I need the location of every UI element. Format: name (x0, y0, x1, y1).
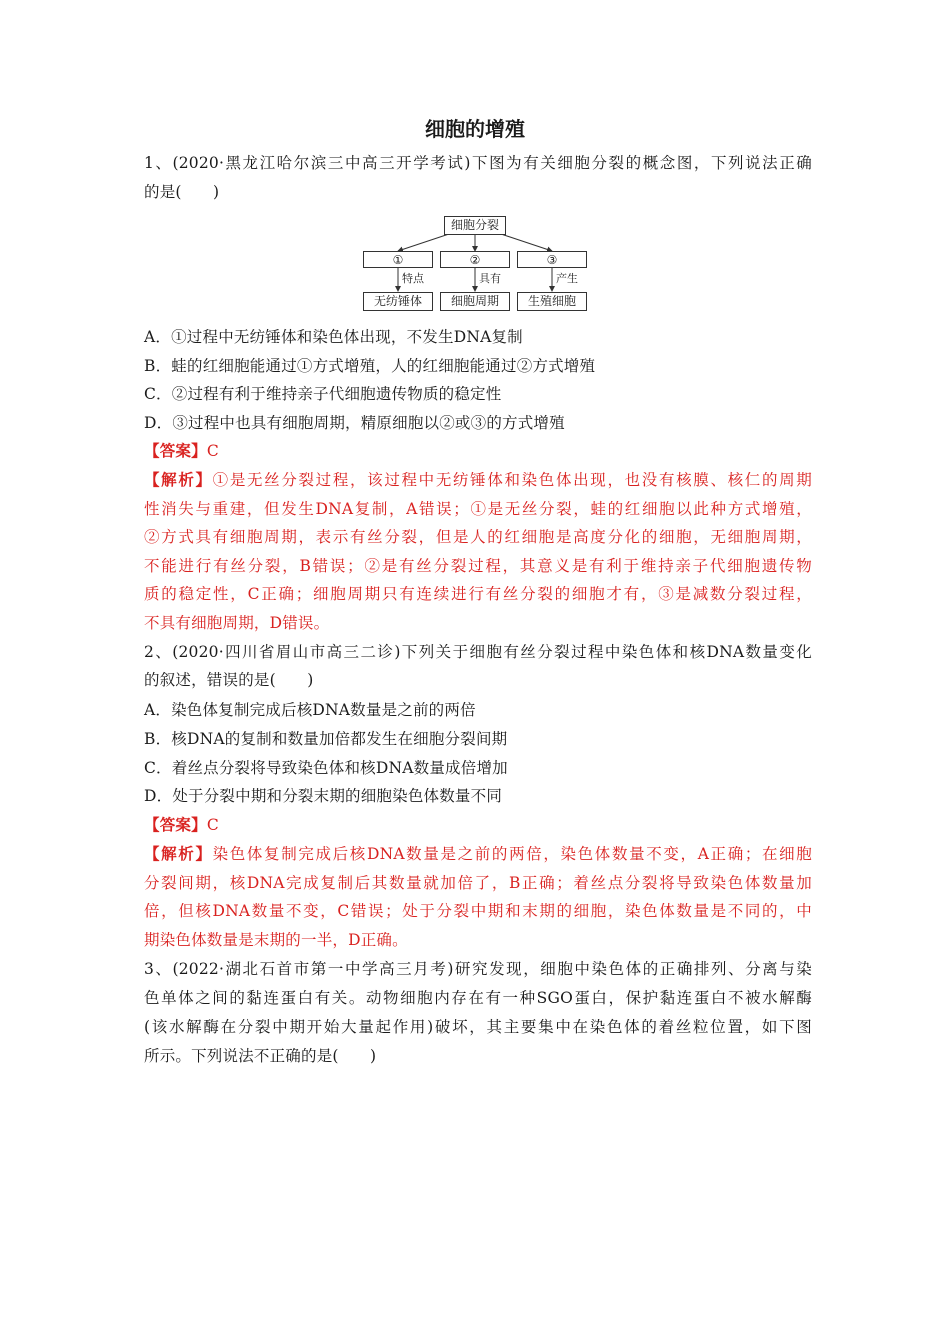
q1-analysis-tag: 【解析】 (144, 470, 213, 489)
diagram-leaf-1: 无纺锤体 (363, 292, 433, 311)
arrow-root-to-1 (398, 234, 449, 251)
q2-analysis-tag: 【解析】 (144, 844, 213, 863)
q3-stem-line-3: (该水解酶在分裂中期开始大量起作用)破坏，其主要集中在染色体的着丝粒位置，如下图 (144, 1018, 812, 1036)
q3-stem-line-2: 色单体之间的黏连蛋白有关。动物细胞内存在有一种SGO蛋白，保护黏连蛋白不被水解酶 (144, 989, 812, 1007)
q1-stem-line-2: 的是( ) (144, 183, 220, 201)
q1-stem-line-1: 1、(2020·黑龙江哈尔滨三中高三开学考试)下图为有关细胞分裂的概念图，下列说法正确 (144, 154, 812, 172)
q2-answer (144, 811, 812, 839)
q1-option-d: D．③过程中也具有细胞周期，精原细胞以②或③的方式增殖 (144, 414, 565, 432)
q2-option-d: D．处于分裂中期和分裂末期的细胞染色体数量不同 (144, 787, 503, 805)
diagram-node-3: ③ (517, 251, 587, 268)
diagram-leaf-3: 生殖细胞 (517, 292, 587, 311)
q2-analysis-line-3: 倍，但核DNA数量不变，C错误；处于分裂中期和末期的细胞，染色体数量是不同的，中 (144, 902, 812, 920)
page-title: 细胞的增殖 (425, 117, 525, 141)
q2-analysis-line-1 (144, 840, 812, 868)
q1-answer (144, 437, 812, 465)
q1-analysis-line-6: 不具有细胞周期，D错误。 (144, 614, 330, 632)
cell-division-concept-diagram (362, 214, 588, 312)
q2-answer-tag: 【答案】 (144, 815, 207, 834)
q2-option-b: B．核DNA的复制和数量加倍都发生在细胞分裂间期 (144, 730, 508, 748)
diagram-node-2: ② (440, 251, 510, 268)
q2-answer-value: C (206, 816, 219, 834)
arrow-root-to-3 (501, 234, 552, 251)
q1-answer-tag: 【答案】 (144, 441, 207, 460)
diagram-edge-label-1: 特点 (402, 272, 424, 285)
diagram-edge-label-3: 产生 (556, 272, 578, 285)
q2-analysis-line-2: 分裂间期，核DNA完成复制后其数量就加倍了，B正确；着丝点分裂将导致染色体数量加 (144, 874, 812, 892)
q1-option-c: C．②过程有利于维持亲子代细胞遗传物质的稳定性 (144, 385, 502, 403)
q1-analysis-line-1 (144, 466, 812, 494)
diagram-root-box: 细胞分裂 (444, 216, 506, 235)
q2-analysis-text-1: 染色体复制完成后核DNA数量是之前的两倍，染色体数量不变，A正确；在细胞 (212, 845, 812, 863)
q2-analysis-line-4: 期染色体数量是末期的一半，D正确。 (144, 931, 408, 949)
diagram-edge-label-2: 具有 (479, 272, 501, 285)
q1-analysis-line-3: ②方式具有细胞周期，表示有丝分裂，但是人的红细胞是高度分化的细胞，无细胞周期， (144, 528, 812, 546)
q3-stem-line-4: 所示。下列说法不正确的是( ) (144, 1047, 377, 1065)
q2-option-a: A．染色体复制完成后核DNA数量是之前的两倍 (144, 701, 476, 719)
q3-stem-line-1: 3、(2022·湖北石首市第一中学高三月考)研究发现，细胞中染色体的正确排列、分离与染 (144, 960, 812, 978)
q2-stem-line-2: 的叙述，错误的是( ) (144, 671, 314, 689)
diagram-node-1: ① (363, 251, 433, 268)
q2-option-c: C．着丝点分裂将导致染色体和核DNA数量成倍增加 (144, 759, 508, 777)
q1-option-b: B．蛙的红细胞能通过①方式增殖，人的红细胞能通过②方式增殖 (144, 357, 596, 375)
q1-analysis-text-1: ①是无丝分裂过程，该过程中无纺锤体和染色体出现，也没有核膜、核仁的周期 (212, 471, 812, 489)
q2-stem-line-1: 2、(2020·四川省眉山市高三二诊)下列关于细胞有丝分裂过程中染色体和核DNA数量变化 (144, 643, 812, 661)
q1-answer-value: C (206, 442, 219, 460)
q1-analysis-line-2: 性消失与重建，但发生DNA复制，A错误；①是无丝分裂，蛙的红细胞以此种方式增殖， (144, 500, 812, 518)
q1-analysis-line-4: 不能进行有丝分裂，B错误；②是有丝分裂过程，其意义是有利于维持亲子代细胞遗传物 (144, 557, 812, 575)
q1-analysis-line-5: 质的稳定性，C正确；细胞周期只有连续进行有丝分裂的细胞才有，③是减数分裂过程， (144, 585, 812, 603)
q1-option-a: A．①过程中无纺锤体和染色体出现，不发生DNA复制 (144, 328, 523, 346)
diagram-leaf-2: 细胞周期 (440, 292, 510, 311)
